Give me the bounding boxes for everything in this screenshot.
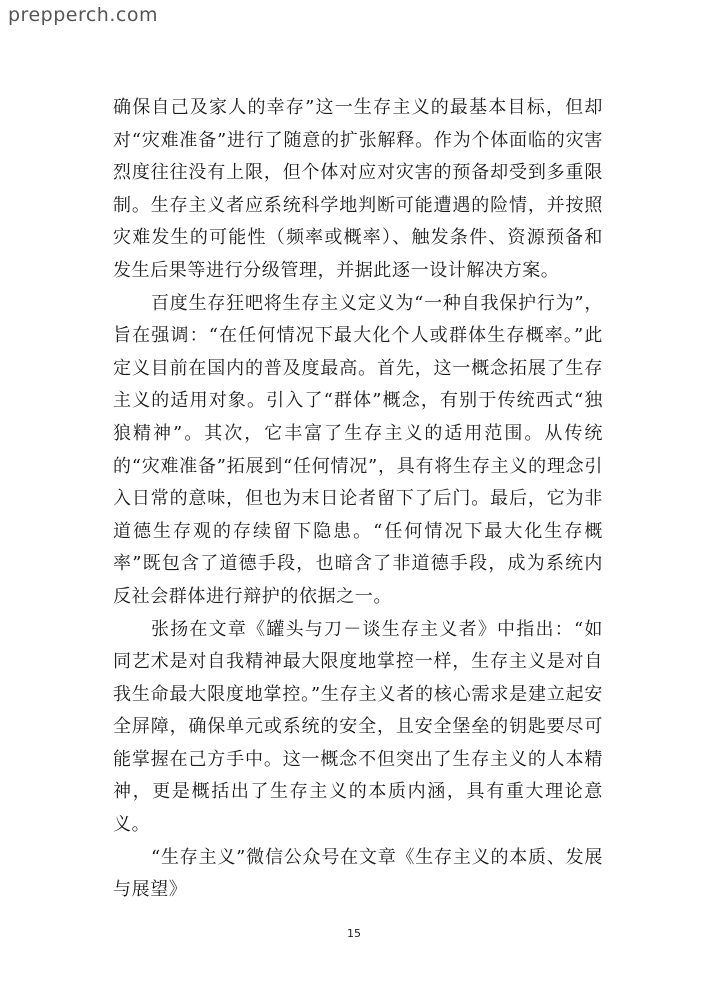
- page-number: 15: [347, 927, 361, 940]
- paragraph-2: 百度生存狂吧将生存主义定义为“一种自我保护行为”，旨在强调：“在任何情况下最大化个人或群体生存概率。”此定义目前在国内的普及度最高。首先，这一概念拓展了生存主义的适用对象。引入了“群体”概念，有别于传统西式“独狼精神”。其次，它丰富了生存主义的适用范围。从传统的“灾难准备”拓展到“任何情况”，具有将生存主义的理念引入日常的意味，但也为末日论者留下了后门。最后，它为非道德生存观的存续留下隐患。“任何情况下最大化生存概率”既包含了道德手段，也暗含了非道德手段，成为系统内反社会群体进行辩护的依据之一。: [113, 292, 603, 607]
- site-watermark: prepperch.com: [8, 4, 158, 26]
- paragraph-1: 确保自己及家人的幸存”这一生存主义的最基本目标，但却对“灾难准备”进行了随意的扩张解释。作为个体面临的灾害烈度往往没有上限，但个体对应对灾害的预备却受到多重限制。生存主义者应系统科学地判断可能遭遇的险情，并按照灾难发生的可能性（频率或概率）、触发条件、资源预备和发生后果等进行分级管理，并据此逐一设计解决方案。: [113, 97, 603, 281]
- document-body: [113, 92, 603, 907]
- paragraph-4: “生存主义”微信公众号在文章《生存主义的本质、发展与展望》: [113, 846, 603, 901]
- paragraph-3: 张扬在文章《罐头与刀－谈生存主义者》中指出：“如同艺术是对自我精神最大限度地掌控一样，生存主义是对自我生命最大限度地掌控。”生存主义者的核心需求是建立起安全屏障，确保单元或系统的安全，且安全堡垒的钥匙要尽可能掌握在己方手中。这一概念不但突出了生存主义的人本精神，更是概括出了生存主义的本质内涵，具有重大理论意义。: [113, 618, 603, 836]
